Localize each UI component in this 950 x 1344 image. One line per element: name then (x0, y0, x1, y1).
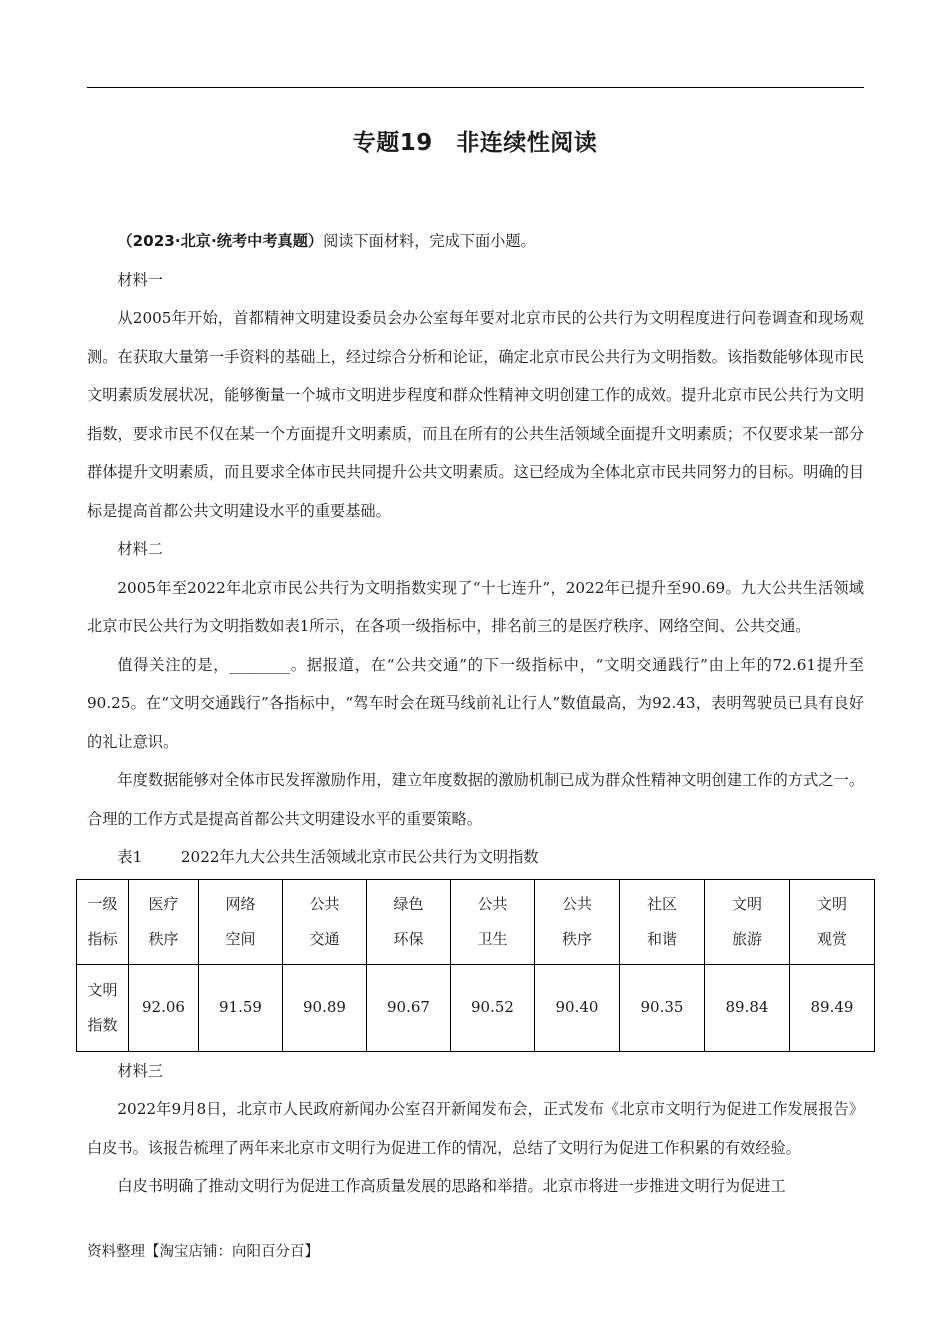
value-cell: 89.49 (790, 964, 875, 1051)
value-cell: 90.52 (451, 964, 535, 1051)
table-label: 表1 (117, 848, 143, 866)
header-cell: 公共 交通 (283, 879, 367, 964)
civility-index-table (76, 879, 875, 1052)
value-cell: 91.59 (199, 964, 283, 1051)
header-cell: 公共 卫生 (451, 879, 535, 964)
page-footer: 资料整理【淘宝店铺：向阳百分百】 (87, 1244, 319, 1260)
value-cell: 90.35 (620, 964, 705, 1051)
header-rule (87, 87, 864, 88)
row-label-cell: 文明 指数 (77, 964, 129, 1051)
material-2-label: 材料二 (117, 540, 163, 558)
header-cell: 文明 旅游 (705, 879, 790, 964)
material-1-paragraph: 从2005年开始，首都精神文明建设委员会办公室每年要对北京市民的公共行为文明程度进行问卷调查和现场观测。在获取大量第一手资料的基础上，经过综合分析和论证，确定北京市民公共行为文明指数。该指数能够体现市民文明素质发展状况，能够衡量一个城市文明进步程度和群众性精神文明创建工作的成效。提升北京市民公共行为文明指数，要求市民不仅在某一个方面提升文明素质，而且在所有的公共生活领域全面提升文明素质；不仅要求某一部分群体提升文明素质，而且要求全体市民共同提升公共文明素质。这已经成为全体北京市民共同努力的目标。明确的目标是提高首都公共文明建设水平的重要基础。 (87, 309, 864, 520)
question-instruction: 阅读下面材料，完成下面小题。 (323, 232, 536, 250)
value-cell: 92.06 (129, 964, 199, 1051)
document-body (87, 222, 864, 1206)
value-cell: 90.89 (283, 964, 367, 1051)
material-3-label: 材料三 (117, 1061, 163, 1080)
header-cell: 一级 指标 (77, 879, 129, 964)
table-values-row (77, 964, 875, 1051)
table-caption (87, 838, 864, 877)
material-3-paragraph-1: 2022年9月8日，北京市人民政府新闻办公室召开新闻发布会，正式发布《北京市文明行为促进工作发展报告》白皮书。该报告梳理了两年来北京市文明行为促进工作的情况，总结了文明行为促进工作积累的有效经验。 (87, 1100, 864, 1157)
header-cell: 文明 观赏 (790, 879, 875, 964)
material-2-paragraph-3: 年度数据能够对全体市民发挥激励作用，建立年度数据的激励机制已成为群众性精神文明创建工作的方式之一。合理的工作方式是提高首都公共文明建设水平的重要策略。 (87, 771, 864, 828)
intro-paragraph (87, 222, 864, 261)
header-cell: 医疗 秩序 (129, 879, 199, 964)
value-cell: 89.84 (705, 964, 790, 1051)
page-title: 专题19 非连续性阅读 (352, 130, 598, 156)
header-cell: 网络 空间 (199, 879, 283, 964)
material-3-paragraph-2: 白皮书明确了推动文明行为促进工作高质量发展的思路和举措。北京市将进一步推进文明行为促进工 (117, 1177, 786, 1195)
header-cell: 社区 和谐 (620, 879, 705, 964)
header-cell: 公共 秩序 (535, 879, 620, 964)
table-caption-text: 2022年九大公共生活领域北京市民公共行为文明指数 (180, 848, 539, 866)
question-source: （2023·北京·统考中考真题） (117, 232, 324, 250)
table-header-row (77, 879, 875, 964)
value-cell: 90.67 (367, 964, 451, 1051)
header-cell: 绿色 环保 (367, 879, 451, 964)
material-2-paragraph-1: 2005年至2022年北京市民公共行为文明指数实现了“十七连升”，2022年已提升至90.69。九大公共生活领域北京市民公共行为文明指数如表1所示，在各项一级指标中，排名前三的是医疗秩序、网络空间、公共交通。 (87, 578, 864, 635)
value-cell: 90.40 (535, 964, 620, 1051)
material-2-paragraph-2: 值得关注的是，________。据报道，在“公共交通”的下一级指标中，“文明交通践行”由上年的72.61提升至90.25。在“文明交通践行”各指标中，“驾车时会在斑马线前礼让行人”数值最高，为92.43，表明驾驶员已具有良好的礼让意识。 (87, 655, 864, 751)
material-1-label: 材料一 (117, 270, 163, 289)
